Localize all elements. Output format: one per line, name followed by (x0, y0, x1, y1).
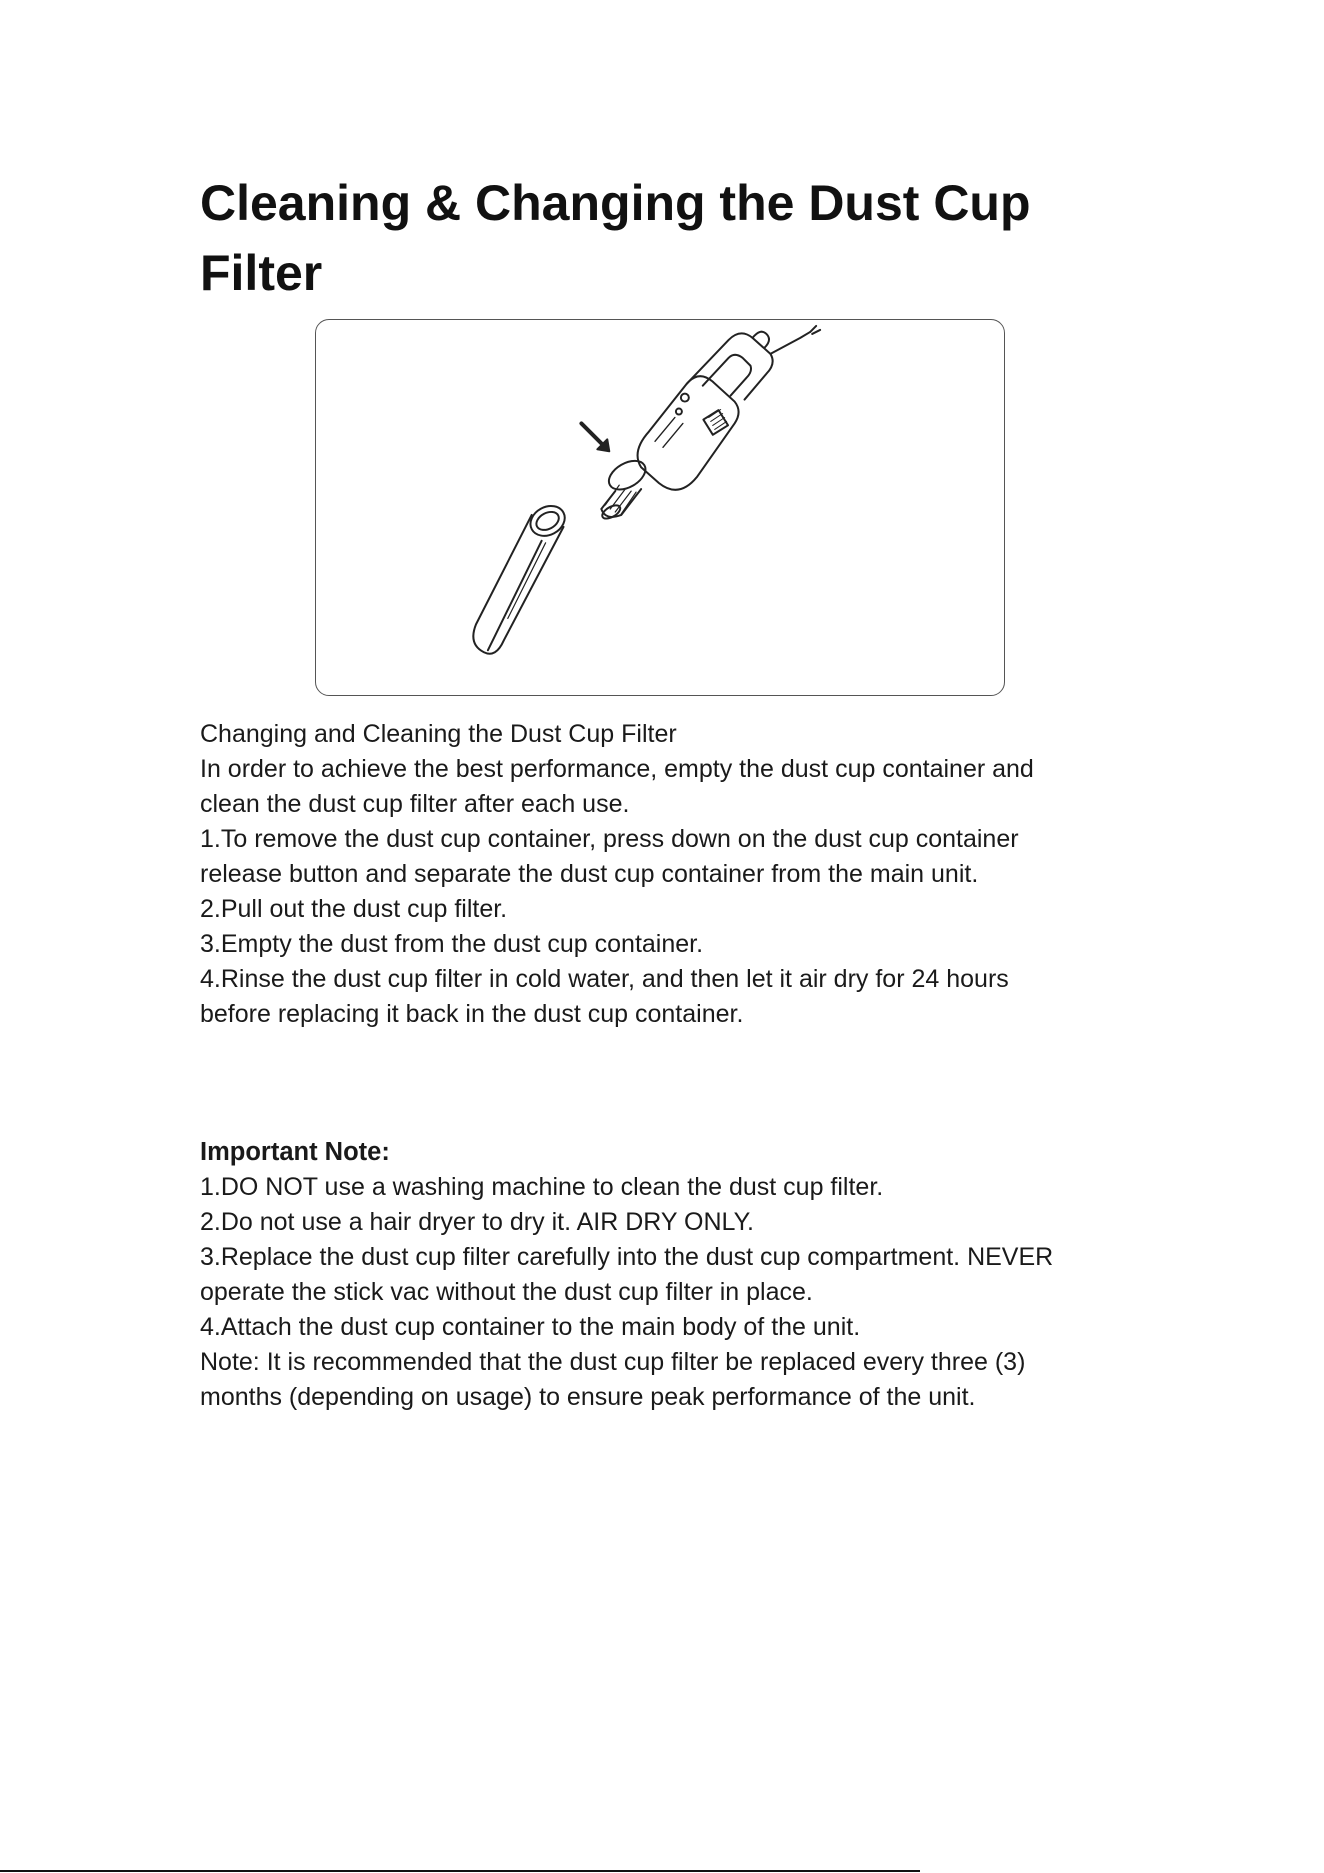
note-line: 4.Attach the dust cup container to the main body of the unit. (200, 1313, 861, 1341)
step-line: 4.Rinse the dust cup filter in cold water, and then let it air dry for 24 hours (200, 965, 1009, 993)
changing-cleaning-section (200, 717, 1140, 1032)
note-line: operate the stick vac without the dust cup filter in place. (200, 1278, 813, 1306)
note-line: 3.Replace the dust cup filter carefully into the dust cup compartment. NEVER (200, 1243, 1054, 1271)
handheld-vacuum-exploded-illustration-icon (316, 320, 1004, 695)
footer-divider (0, 1870, 920, 1872)
step-line: 1.To remove the dust cup container, press down on the dust cup container (200, 825, 1019, 853)
dust-cup-filter-icon (600, 455, 650, 521)
note-line: Note: It is recommended that the dust cup filter be replaced every three (3) (200, 1348, 1026, 1376)
step-line: before replacing it back in the dust cup container. (200, 1000, 744, 1028)
step-line: 2.Pull out the dust cup filter. (200, 895, 508, 923)
paragraph-line: In order to achieve the best performance, empty the dust cup container and (200, 755, 1034, 783)
note-line: 1.DO NOT use a washing machine to clean the dust cup filter. (200, 1173, 884, 1201)
step-line: release button and separate the dust cup container from the main unit. (200, 860, 979, 888)
release-button-arrow-icon (581, 423, 609, 451)
section-heading: Changing and Cleaning the Dust Cup Filter (200, 720, 677, 748)
main-unit-body-icon (638, 326, 821, 490)
page-title: Cleaning & Changing the Dust Cup Filter (200, 175, 1031, 301)
step-line: 3.Empty the dust from the dust cup container. (200, 930, 704, 958)
vacuum-illustration-frame (315, 319, 1005, 696)
important-note-heading: Important Note: (200, 1138, 390, 1166)
paragraph-line: clean the dust cup filter after each use. (200, 790, 630, 818)
note-line: months (depending on usage) to ensure peak performance of the unit. (200, 1383, 976, 1411)
important-note-section (200, 1135, 1140, 1415)
note-line: 2.Do not use a hair dryer to dry it. AIR DRY ONLY. (200, 1208, 754, 1236)
dust-cup-container-icon (473, 500, 570, 653)
